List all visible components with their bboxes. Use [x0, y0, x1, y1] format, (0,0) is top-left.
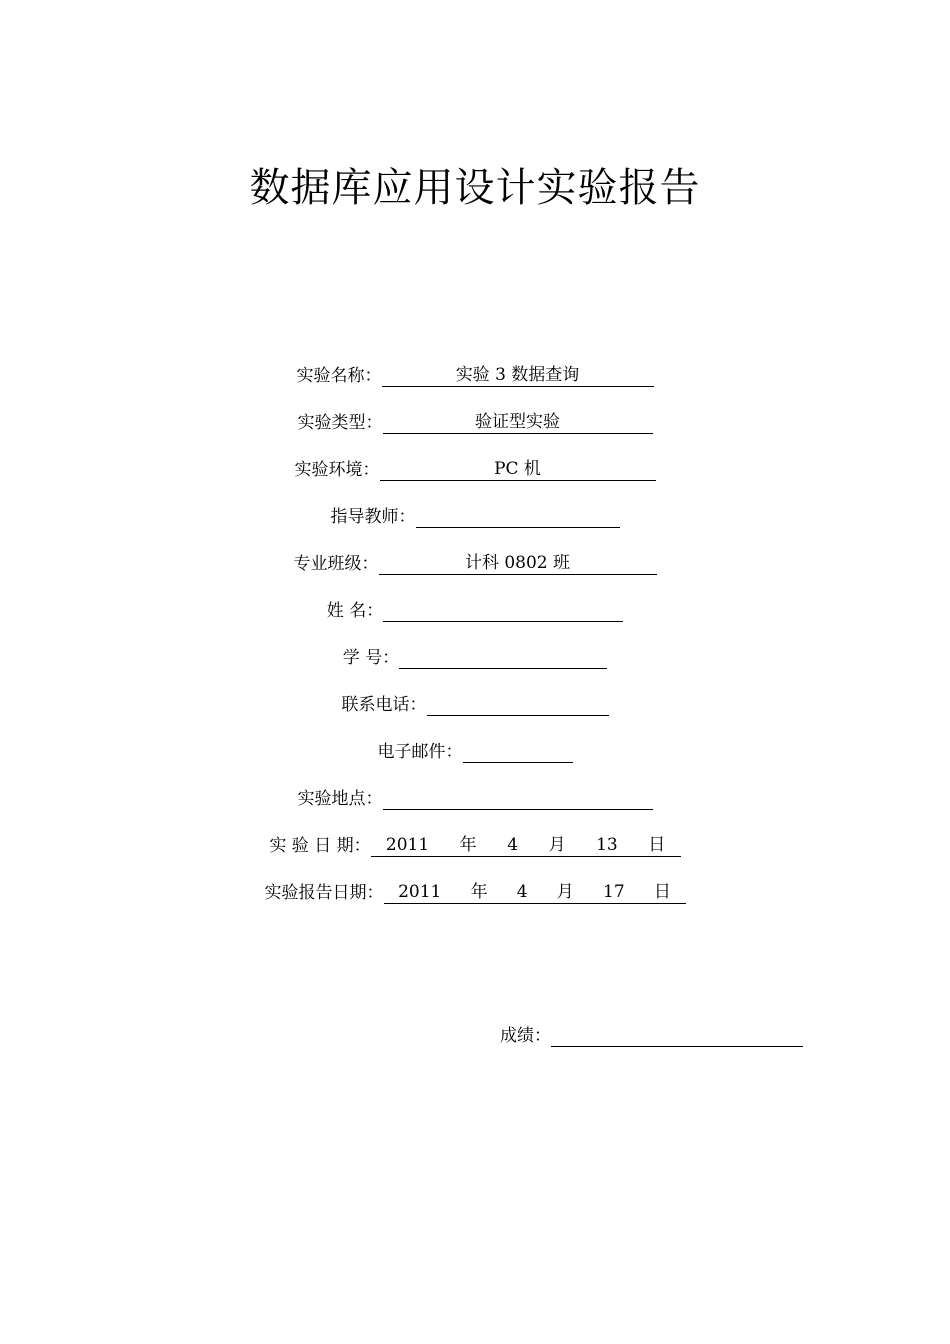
- experiment-date-day: 13: [596, 835, 618, 855]
- row-report-date: [0, 879, 950, 903]
- report-date-day-unit: 日: [653, 882, 671, 902]
- email-field[interactable]: [463, 740, 573, 763]
- row-email: [0, 738, 950, 762]
- experiment-name-field[interactable]: 实验 3 数据查询: [382, 364, 654, 387]
- name-label: 姓 名：: [326, 601, 384, 621]
- experiment-date-field[interactable]: [371, 834, 681, 857]
- major-class-field[interactable]: 计科 0802 班: [379, 552, 657, 575]
- page-title: 数据库应用设计实验报告: [249, 165, 701, 211]
- experiment-date-day-unit: 日: [648, 835, 666, 855]
- location-label: 实验地点：: [297, 789, 383, 809]
- experiment-name-label: 实验名称：: [296, 366, 382, 386]
- environment-label: 实验环境：: [294, 460, 380, 480]
- experiment-date-month-unit: 月: [548, 835, 566, 855]
- score-label: 成绩：: [500, 1026, 551, 1046]
- row-experiment-type: [0, 409, 950, 433]
- phone-field[interactable]: [427, 693, 609, 716]
- row-student-id: [0, 644, 950, 668]
- row-instructor: [0, 503, 950, 527]
- phone-label: 联系电话：: [341, 695, 427, 715]
- row-experiment-date: [0, 832, 950, 856]
- report-date-month: 4: [516, 882, 528, 902]
- report-date-year: 2011: [398, 882, 442, 902]
- row-score: [500, 1022, 803, 1046]
- email-label: 电子邮件：: [377, 742, 463, 762]
- experiment-date-year: 2011: [385, 835, 430, 855]
- location-field[interactable]: [383, 787, 653, 810]
- score-field[interactable]: [551, 1024, 803, 1047]
- experiment-type-label: 实验类型：: [297, 413, 383, 433]
- experiment-type-field[interactable]: 验证型实验: [383, 411, 653, 434]
- row-phone: [0, 691, 950, 715]
- report-date-day: 17: [603, 882, 625, 902]
- student-id-label: 学 号：: [342, 648, 400, 668]
- instructor-label: 指导教师：: [330, 507, 416, 527]
- row-experiment-name: [0, 362, 950, 386]
- report-date-field[interactable]: [384, 881, 686, 904]
- instructor-field[interactable]: [416, 505, 620, 528]
- major-class-label: 专业班级：: [293, 554, 379, 574]
- row-name: [0, 597, 950, 621]
- row-major-class: [0, 550, 950, 574]
- report-date-year-unit: 年: [470, 882, 488, 902]
- row-location: [0, 785, 950, 809]
- report-date-label: 实验报告日期：: [264, 883, 384, 903]
- experiment-date-month: 4: [507, 835, 519, 855]
- report-date-month-unit: 月: [556, 882, 574, 902]
- row-environment: [0, 456, 950, 480]
- name-field[interactable]: [383, 599, 623, 622]
- environment-field[interactable]: PC 机: [380, 458, 656, 481]
- experiment-date-year-unit: 年: [459, 835, 477, 855]
- experiment-date-label: 实 验 日 期：: [269, 836, 371, 856]
- student-id-field[interactable]: [399, 646, 607, 669]
